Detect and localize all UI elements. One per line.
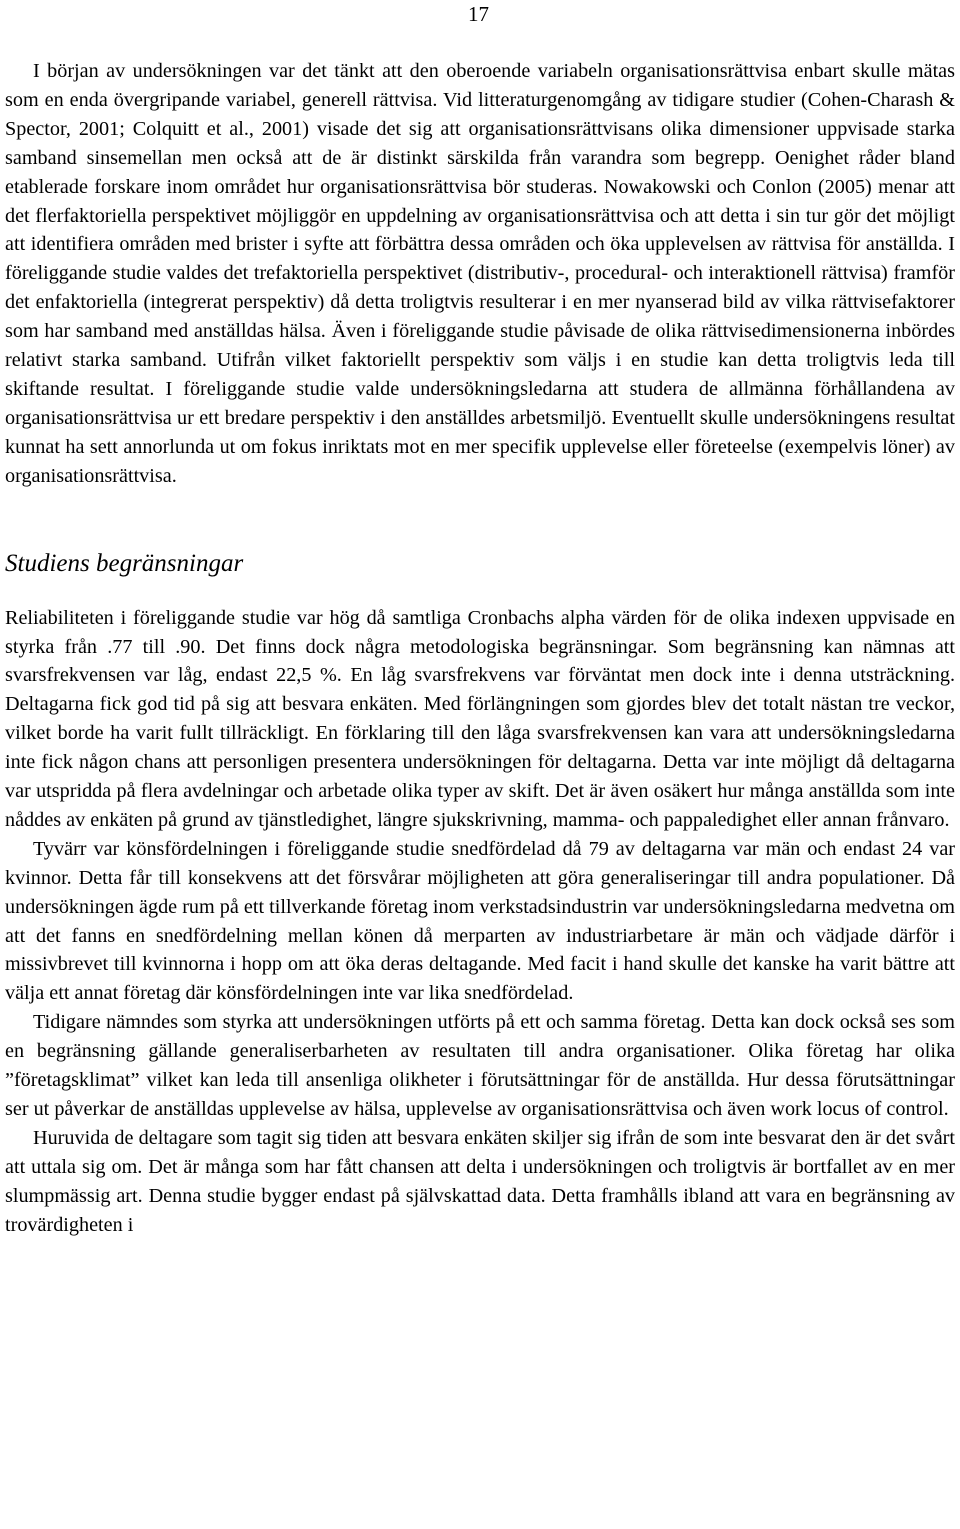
section-paragraph-4: Huruvida de deltagare som tagit sig tiden att besvara enkäten skiljer sig ifrån de som inte besvarat den är det svårt att uttala sig om. Det är många som har fått chansen att delta i undersökningen och troligtvis är bortfallet av en mer slumpmässig art. Denna studie bygger endast på självskattad data. Detta framhålls ibland att vara en begränsning av trovärdigheten i [5, 1126, 955, 1236]
intro-paragraph: I början av undersökningen var det tänkt att den oberoende variabeln organisationsrättvisa enbart skulle mätas som en enda övergripande variabel, generell rättvisa. Vid litteraturgenomgång av tidigare studier (Cohen-Charash & Spector, 2001; Colquitt et al., 2001) visade det sig att organisationsrättvisans olika dimensioner uppvisade starka samband sinsemellan men också att de är distinkt särskilda från varandra som begrepp. Oenighet råder bland etablerade forskare inom området hur organisationsrättvisa bör studeras. Nowakowski och Conlon (2005) menar att det flerfaktoriella perspektivet möjliggör en uppdelning av organisationsrättvisa och att detta i sin tur gör det möjligt att identifiera områden med brister i syfte att förbättra dessa områden och öka upplevelsen av rättvisa för anställda. I föreliggande studie valdes det trefaktoriella perspektivet (distributiv-, procedural- och interaktionell rättvisa) framför det enfaktoriella (integrerat perspektiv) då detta troligtvis resulterar i en mer nyanserad bild av vilka rättvisefaktorer som har samband med anställdas hälsa. Även i föreliggande studie påvisade de olika rättvisedimensionerna inbördes relativt starka samband. Utifrån vilket faktoriellt perspektiv som väljs i en studie kan detta troligtvis leda till skiftande resultat. I föreliggande studie valde undersökningsledarna att studera de allmänna förhållandena av organisationsrättvisa ur ett bredare perspektiv i den anställdes arbetsmiljö. Eventuellt skulle undersökningens resultat kunnat ha sett annorlunda ut om fokus inriktats mot en mer specifik upplevelse eller företeelse (exempelvis löner) av organisationsrättvisa. [5, 60, 955, 487]
page-number: 17 [468, 2, 489, 26]
page-content [5, 57, 955, 1240]
section-heading: Studiens begränsningar [5, 549, 244, 577]
section-paragraph-2: Tyvärr var könsfördelningen i föreliggande studie snedfördelad då 79 av deltagarna var män och endast 24 var kvinnor. Detta får till konsekvens att det försvårar möjligheten att göra generaliseringar till andra populationer. Då undersökningen ägde rum på ett tillverkande företag inom verkstadsindustrin var undersökningsledarna medvetna om att det fanns en snedfördelning mellan könen då merparten av industriarbetare är män och vädjade därför i missivbrevet till kvinnorna i hopp om att öka deras deltagande. Med facit i hand skulle det kanske ha varit bättre att välja ett annat företag där könsfördelningen inte var lika snedfördelad. [5, 837, 955, 1005]
section-paragraph-1: Reliabiliteten i föreliggande studie var hög då samtliga Cronbachs alpha värden för de olika indexen uppvisade en styrka från .77 till .90. Det finns dock några metodologiska begränsningar. Som begränsning kan nämnas att svarsfrekvensen var låg, endast 22,5 %. En låg svarsfrekvens var förväntat men dock inte i denna utsträckning. Deltagarna fick god tid på sig att besvara enkäten. Med förlängningen som gjordes blev det totalt nästan tre veckor, vilket borde ha varit fullt tillräckligt. En förklaring till den låga svarsfrekvensen kan vara att undersökningsledarna inte fick någon chans att personligen presentera undersökningen för deltagarna. Detta var inte möjligt då deltagarna var utspridda på flera avdelningar och arbetade olika typer av skift. Det är även osäkert hur många anställda som inte nåddes av enkäten på grund av tjänstledighet, längre sjukskrivning, mamma- och pappaledighet eller annan frånvaro. [5, 606, 955, 831]
section-paragraph-3: Tidigare nämndes som styrka att undersökningen utförts på ett och samma företag. Detta kan dock också ses som en begränsning gällande generaliserbarheten av resultaten till andra organisationer. Olika företag har olika ”företagsklimat” vilket kan leda till ansenliga olikheter i förutsättningar för de anställda. Hur dessa förutsättningar ser ut påverkar de anställdas upplevelse av hälsa, upplevelse av organisationsrättvisa och även work locus of control. [5, 1011, 955, 1120]
